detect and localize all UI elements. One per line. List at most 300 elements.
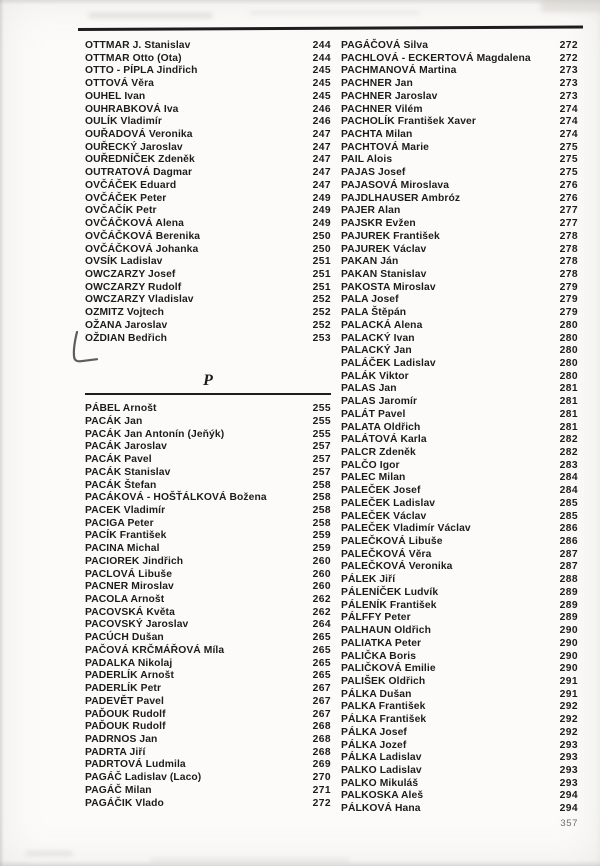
entry-name: OWCZARZY Rudolf [85, 281, 182, 293]
entry-page-number: 275 [559, 141, 578, 153]
index-entry [85, 333, 331, 346]
entry-page-number: 246 [312, 103, 331, 115]
entry-page-number: 277 [559, 205, 578, 217]
entry-name: PALEČEK Vladimír Václav [341, 523, 471, 535]
entry-name: PAKAN Stanislav [341, 268, 427, 280]
entry-page-number: 278 [559, 256, 578, 268]
entry-page-number: 274 [559, 103, 578, 115]
entry-name: PALÁK Viktor [341, 370, 409, 382]
entry-page-number: 247 [312, 154, 331, 166]
index-entry [341, 65, 578, 78]
entry-name: OZMITZ Vojtech [85, 307, 165, 319]
entry-name: PAJER Alan [341, 205, 401, 217]
entry-name: PAJAS Josef [341, 167, 406, 179]
index-entry [341, 523, 578, 536]
index-entry [341, 803, 578, 816]
index-entry [341, 294, 578, 307]
entry-page-number: 255 [312, 403, 331, 415]
entry-name: OUTRATOVÁ Dagmar [85, 167, 193, 179]
index-entry [341, 549, 578, 562]
entry-page-number: 281 [559, 421, 578, 433]
entry-name: PALACKÝ Ivan [341, 332, 415, 344]
entry-name: PALA Josef [341, 294, 399, 306]
entry-page-number: 285 [559, 497, 578, 509]
entry-name: PAKAN Ján [341, 256, 399, 268]
index-entry [341, 383, 578, 396]
entry-page-number: 275 [559, 167, 578, 179]
entry-page-number: 293 [559, 764, 578, 776]
entry-page-number: 270 [312, 772, 331, 784]
entry-page-number: 272 [559, 40, 578, 51]
index-entry [85, 734, 331, 747]
scan-smudge [250, 11, 420, 15]
entry-name: PACÁK Jan [85, 415, 143, 427]
index-entry [85, 53, 331, 66]
index-entry [85, 632, 331, 645]
entry-page-number: 281 [559, 408, 578, 420]
entry-page-number: 280 [559, 332, 578, 344]
index-entry [85, 683, 331, 696]
entry-page-number: 278 [559, 268, 578, 280]
entry-page-number: 253 [312, 332, 331, 344]
entry-page-number: 260 [312, 555, 331, 567]
entry-name: OUŘADOVÁ Veronika [85, 129, 193, 141]
entry-page-number: 283 [559, 459, 578, 471]
entry-name: PACÁK Štefan [85, 479, 157, 491]
entry-page-number: 290 [559, 663, 578, 675]
entry-name: PALAS Jan [341, 383, 397, 395]
section-rule [85, 393, 331, 395]
page-number: 357 [560, 818, 578, 829]
entry-page-number: 265 [312, 657, 331, 669]
index-entry [85, 78, 331, 91]
entry-name: PACÁK Pavel [85, 454, 152, 466]
index-entry [341, 752, 578, 765]
entry-name: PALÁČEK Ladislav [341, 357, 436, 369]
entry-page-number: 294 [559, 803, 578, 815]
index-entry [341, 358, 578, 371]
entry-name: OVČÁČEK Eduard [85, 179, 177, 191]
entry-page-number: 292 [559, 714, 578, 726]
entry-page-number: 244 [312, 40, 331, 51]
index-entry [85, 282, 331, 295]
scan-edge-left [0, 0, 4, 866]
entry-page-number: 282 [559, 434, 578, 446]
entry-page-number: 277 [559, 218, 578, 230]
index-entry [341, 205, 578, 218]
entry-name: PÁLKA Dušan [341, 688, 412, 700]
index-entry [341, 269, 578, 282]
index-entry [341, 536, 578, 549]
section-heading: P [203, 372, 213, 390]
entry-page-number: 247 [312, 141, 331, 153]
entry-page-number: 284 [559, 485, 578, 497]
index-entry [341, 218, 578, 231]
index-entry [341, 434, 578, 447]
index-entry [341, 689, 578, 702]
index-entry [85, 320, 331, 333]
index-entry [85, 721, 331, 734]
entry-name: PALÁT Pavel [341, 408, 406, 420]
entry-page-number: 279 [559, 294, 578, 306]
entry-page-number: 245 [312, 78, 331, 90]
entry-name: OVSÍK Ladislav [85, 256, 163, 268]
index-entry [341, 651, 578, 664]
entry-name: PACHNER Vilém [341, 103, 423, 115]
entry-name: PACÚCH Dušan [85, 632, 164, 644]
entry-name: PALHAUN Oldřich [341, 625, 431, 637]
index-entry [341, 587, 578, 600]
entry-page-number: 292 [559, 701, 578, 713]
entry-name: PACLOVÁ Libuše [85, 568, 173, 580]
entry-name: PACOVSKÝ Jaroslav [85, 619, 189, 631]
index-entry [85, 441, 331, 454]
entry-name: PALEC Milan [341, 472, 406, 484]
index-entry [341, 282, 578, 295]
entry-name: PALKOSKA Aleš [341, 790, 424, 802]
entry-name: PAGÁČ Ladislav (Laco) [85, 772, 202, 784]
entry-name: OUŘECKÝ Jaroslav [85, 141, 183, 153]
index-entry [85, 294, 331, 307]
index-entry [341, 371, 578, 384]
entry-page-number: 289 [559, 586, 578, 598]
scan-smudge [150, 858, 350, 863]
index-entry [85, 180, 331, 193]
entry-page-number: 267 [312, 695, 331, 707]
entry-name: PACÁK Jan Antonín (Jeňýk) [85, 428, 225, 440]
index-entry [341, 472, 578, 485]
index-entry [341, 244, 578, 257]
entry-name: PACHLOVÁ - ECKERTOVÁ Magdalena [341, 52, 531, 64]
index-entry [341, 40, 578, 53]
entry-page-number: 280 [559, 357, 578, 369]
entry-page-number: 247 [312, 129, 331, 141]
entry-name: PACIOREK Jindřich [85, 555, 184, 567]
entry-name: PADERLÍK Arnošt [85, 670, 175, 682]
index-entry [341, 78, 578, 91]
index-column-right [341, 40, 578, 816]
entry-name: PADRTOVÁ Ludmila [85, 759, 186, 771]
index-entry [341, 561, 578, 574]
entry-name: OVČAČÍK Petr [85, 205, 157, 217]
entry-page-number: 265 [312, 632, 331, 644]
index-entry [341, 714, 578, 727]
index-entry [85, 91, 331, 104]
entry-page-number: 260 [312, 568, 331, 580]
entry-page-number: 278 [559, 230, 578, 242]
entry-name: PALÁTOVÁ Karla [341, 434, 427, 446]
entry-page-number: 267 [312, 708, 331, 720]
index-entry [341, 307, 578, 320]
index-entry [85, 709, 331, 722]
entry-page-number: 257 [312, 454, 331, 466]
index-entry [341, 485, 578, 498]
entry-page-number: 290 [559, 650, 578, 662]
index-entry [341, 625, 578, 638]
entry-name: OULÍK Vladimír [85, 116, 162, 128]
entry-name: PACÁKOVÁ - HOŠŤÁLKOVÁ Božena [85, 492, 267, 504]
index-entry [85, 785, 331, 798]
entry-name: PAJSKR Evžen [341, 218, 416, 230]
entry-page-number: 290 [559, 625, 578, 637]
entry-name: OVČÁČEK Peter [85, 192, 167, 204]
entry-name: OUHEL Ivan [85, 90, 146, 102]
entry-page-number: 245 [312, 65, 331, 77]
entry-name: PACHTOVÁ Marie [341, 141, 429, 153]
entry-page-number: 287 [559, 548, 578, 560]
entry-name: PACINA Michal [85, 543, 160, 555]
entry-page-number: 289 [559, 599, 578, 611]
entry-page-number: 251 [312, 268, 331, 280]
entry-name: PADEVĚT Pavel [85, 695, 164, 707]
entry-page-number: 245 [312, 90, 331, 102]
entry-name: PÁLFFY Peter [341, 612, 411, 624]
entry-page-number: 268 [312, 746, 331, 758]
index-entry [85, 467, 331, 480]
index-entry [341, 320, 578, 333]
index-entry [85, 269, 331, 282]
entry-page-number: 286 [559, 536, 578, 548]
entry-page-number: 280 [559, 370, 578, 382]
entry-name: PACHNER Jan [341, 78, 413, 90]
entry-name: PÁLENÍK František [341, 599, 437, 611]
scan-smudge [88, 13, 213, 18]
index-entry [85, 798, 331, 811]
entry-page-number: 291 [559, 688, 578, 700]
index-entry [341, 727, 578, 740]
entry-name: PALIČKA Boris [341, 650, 417, 662]
entry-page-number: 275 [559, 154, 578, 166]
entry-page-number: 284 [559, 472, 578, 484]
entry-page-number: 249 [312, 218, 331, 230]
index-entry [85, 658, 331, 671]
index-entry [341, 193, 578, 206]
entry-name: PALEČKOVÁ Věra [341, 548, 432, 560]
entry-page-number: 251 [312, 256, 331, 268]
entry-name: OVČÁČKOVÁ Berenika [85, 230, 201, 242]
index-entry [85, 429, 331, 442]
index-entry [341, 765, 578, 778]
entry-name: PAĎOUK Rudolf [85, 721, 166, 733]
entry-name: OWCZARZY Josef [85, 268, 176, 280]
entry-page-number: 247 [312, 179, 331, 191]
entry-page-number: 281 [559, 383, 578, 395]
entry-name: PADERLÍK Petr [85, 683, 162, 695]
entry-name: PADRTA Jiří [85, 746, 146, 758]
entry-page-number: 258 [312, 505, 331, 516]
index-entry [85, 505, 331, 518]
section-heading-block [85, 345, 331, 393]
header-rule [78, 26, 583, 31]
index-entry [341, 460, 578, 473]
index-entry [341, 778, 578, 791]
entry-name: PÁLKA Jozef [341, 739, 407, 751]
entry-page-number: 252 [312, 319, 331, 331]
entry-name: PACÍK František [85, 530, 167, 542]
index-entry [85, 543, 331, 556]
entry-name: PALCR Zdeněk [341, 447, 416, 458]
entry-name: OUŘEDNÍČEK Zdeněk [85, 154, 195, 166]
entry-page-number: 260 [312, 581, 331, 593]
entry-name: PAJDLHAUSER Ambróz [341, 192, 461, 204]
index-entry [85, 492, 331, 505]
index-entry [85, 480, 331, 493]
entry-name: PÁLKA Josef [341, 726, 407, 738]
entry-page-number: 280 [559, 345, 578, 357]
index-entry [341, 116, 578, 129]
entry-name: PAJUREK Václav [341, 243, 427, 255]
index-entry [85, 205, 331, 218]
index-entry [85, 556, 331, 569]
entry-name: PACHNER Jaroslav [341, 90, 438, 102]
index-entry [341, 53, 578, 66]
index-entry [85, 154, 331, 167]
entry-page-number: 269 [312, 759, 331, 771]
index-entry [85, 193, 331, 206]
entry-name: PALIČKOVÁ Emilie [341, 663, 436, 675]
entry-name: PÁLKA Ladislav [341, 752, 422, 764]
entry-name: PACEK Vladimír [85, 505, 166, 516]
index-entry [341, 790, 578, 803]
index-entry [85, 759, 331, 772]
index-entry [85, 645, 331, 658]
entry-page-number: 287 [559, 561, 578, 573]
index-entry [85, 454, 331, 467]
entry-page-number: 293 [559, 739, 578, 751]
index-entry [341, 396, 578, 409]
entry-page-number: 250 [312, 243, 331, 255]
entry-name: PALEČKOVÁ Libuše [341, 536, 443, 548]
index-entry [341, 676, 578, 689]
entry-page-number: 276 [559, 179, 578, 191]
index-entry [85, 670, 331, 683]
entry-name: PALKO Mikuláš [341, 777, 419, 789]
entry-name: PALACKÝ Jan [341, 345, 412, 357]
entry-page-number: 290 [559, 637, 578, 649]
entry-page-number: 255 [312, 415, 331, 427]
entry-page-number: 293 [559, 777, 578, 789]
entry-page-number: 246 [312, 116, 331, 128]
entry-name: OUHRABKOVÁ Iva [85, 103, 179, 115]
entry-page-number: 244 [312, 52, 331, 64]
index-entry [85, 772, 331, 785]
entry-name: PACNER Miroslav [85, 581, 174, 593]
entry-page-number: 276 [559, 192, 578, 204]
index-entry [341, 333, 578, 346]
index-entry [85, 619, 331, 632]
entry-page-number: 281 [559, 396, 578, 408]
entry-page-number: 257 [312, 466, 331, 478]
index-entry [85, 416, 331, 429]
entry-name: PAIL Alois [341, 154, 393, 166]
entry-page-number: 268 [312, 721, 331, 733]
entry-name: OŽDIAN Bedřich [85, 332, 168, 344]
entry-page-number: 294 [559, 790, 578, 802]
entry-name: PACÁK Stanislav [85, 466, 171, 478]
entry-page-number: 259 [312, 543, 331, 555]
entry-page-number: 288 [559, 574, 578, 586]
index-entry [85, 581, 331, 594]
entry-name: PALEČEK Ladislav [341, 497, 436, 509]
index-entry [341, 154, 578, 167]
index-entry [341, 701, 578, 714]
index-entry [85, 696, 331, 709]
entry-page-number: 252 [312, 307, 331, 319]
index-entry [341, 231, 578, 244]
entry-page-number: 264 [312, 619, 331, 631]
index-entry [341, 129, 578, 142]
index-entry [341, 104, 578, 117]
index-entry [85, 40, 331, 53]
entry-name: PACHMANOVÁ Martina [341, 65, 457, 77]
entry-name: PALA Štěpán [341, 307, 407, 319]
index-entry [85, 142, 331, 155]
index-entry [341, 180, 578, 193]
entry-name: PALATA Oldřich [341, 421, 421, 433]
entry-name: OTTOVÁ Věra [85, 78, 155, 90]
entry-page-number: 292 [559, 726, 578, 738]
entry-page-number: 274 [559, 129, 578, 141]
entry-page-number: 258 [312, 492, 331, 504]
entry-page-number: 272 [312, 797, 331, 809]
entry-page-number: 291 [559, 675, 578, 687]
entry-name: PALIŠEK Oldřich [341, 675, 426, 687]
entry-page-number: 274 [559, 116, 578, 128]
index-entry [85, 518, 331, 531]
entry-name: PAJUREK František [341, 230, 440, 242]
entry-name: PALKO Ladislav [341, 764, 422, 776]
index-entry [341, 167, 578, 180]
entry-name: OTTMAR Otto (Ota) [85, 52, 182, 64]
index-entry [341, 612, 578, 625]
entry-page-number: 249 [312, 192, 331, 204]
entry-page-number: 247 [312, 167, 331, 179]
entry-page-number: 267 [312, 683, 331, 695]
index-entry [341, 511, 578, 524]
entry-name: OVČÁČKOVÁ Alena [85, 218, 184, 230]
entry-name: PAGÁČOVÁ Silva [341, 40, 429, 51]
entry-name: PÁLENÍČEK Ludvík [341, 586, 439, 598]
entry-name: PACHTA Milan [341, 129, 413, 141]
index-entry [85, 747, 331, 760]
entry-page-number: 251 [312, 281, 331, 293]
entry-name: OŽANA Jaroslav [85, 319, 168, 331]
entry-name: PACOLA Arnošt [85, 594, 165, 606]
entry-name: PAČOVÁ KRČMÁŘOVÁ Míla [85, 644, 225, 656]
entry-page-number: 249 [312, 205, 331, 217]
entry-name: PALACKÁ Alena [341, 319, 423, 331]
entry-name: PAGÁČIK Vlado [85, 797, 164, 809]
entry-page-number: 262 [312, 606, 331, 618]
handwritten-pen-mark [66, 328, 106, 370]
scan-edge-top [0, 0, 600, 5]
entry-name: PÁBEL Arnošt [85, 403, 157, 415]
index-entry [85, 244, 331, 257]
index-entry [85, 569, 331, 582]
entry-name: PACHOLÍK František Xaver [341, 116, 476, 128]
index-column-left [85, 40, 331, 810]
index-entry [341, 638, 578, 651]
index-entry [85, 607, 331, 620]
entry-name: PAJASOVÁ Miroslava [341, 179, 450, 191]
index-entry [85, 104, 331, 117]
index-entry [85, 530, 331, 543]
index-entry [85, 218, 331, 231]
entry-name: PALEČEK Josef [341, 485, 421, 497]
index-entry [341, 600, 578, 613]
entry-page-number: 258 [312, 517, 331, 529]
entry-page-number: 279 [559, 307, 578, 319]
